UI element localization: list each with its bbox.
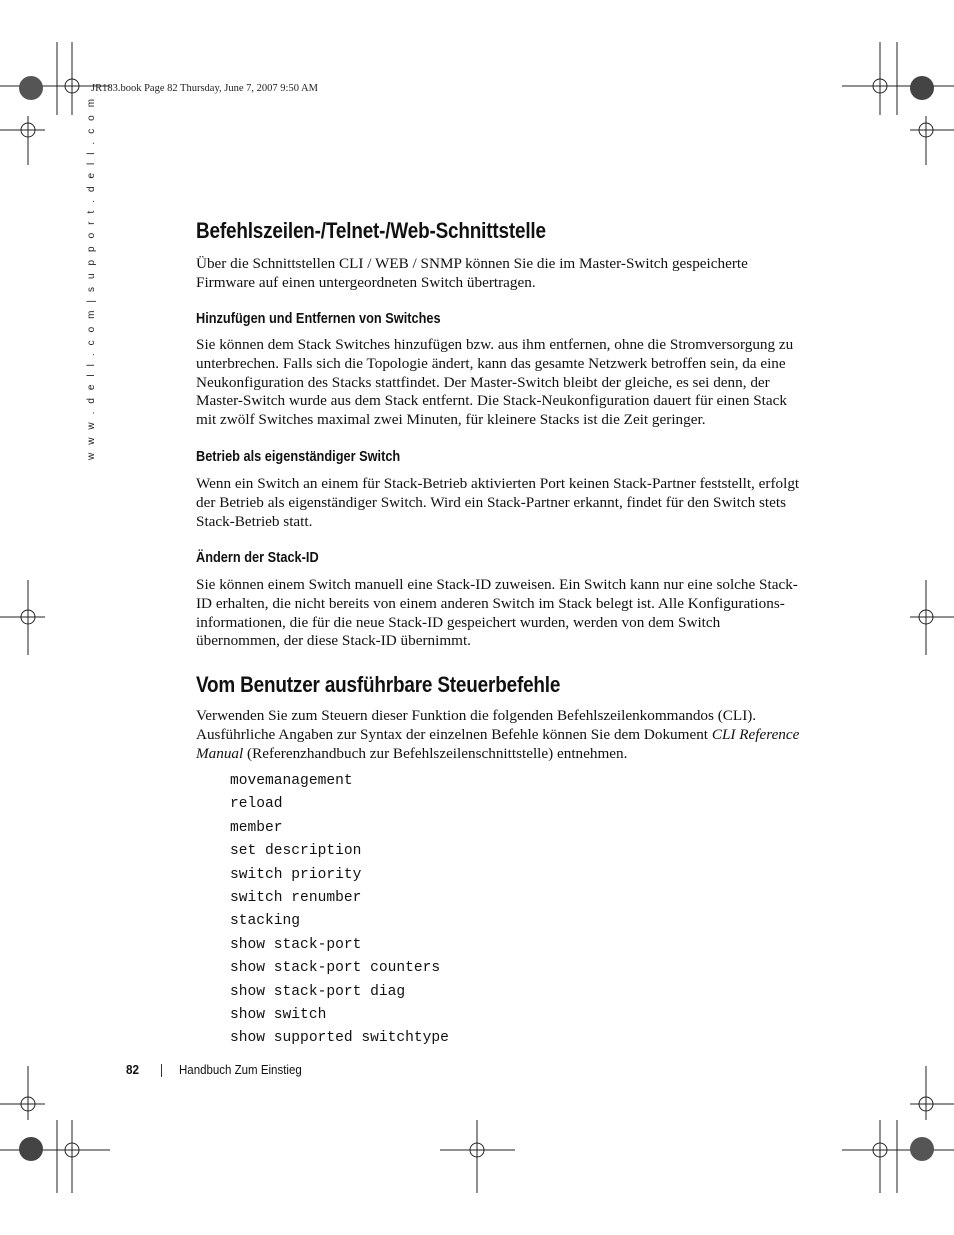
text-line: Firmware auf einen untergeordneten Switch übertragen. xyxy=(196,273,536,291)
command-line: show supported switchtype xyxy=(230,1030,449,1047)
doc-title-emphasis: CLI Reference xyxy=(711,725,800,743)
print-header: JR183.book Page 82 Thursday, June 7, 2007 9:50 AM xyxy=(91,83,318,94)
command-line: switch priority xyxy=(230,866,362,883)
text-span: Ausführliche Angaben zur Syntax der einzelnen Befehle können Sie dem Dokument xyxy=(196,725,712,743)
command-line: reload xyxy=(230,796,283,813)
heading-cli-interface: Befehlszeilen-/Telnet-/Web-Schnittstelle xyxy=(196,218,546,243)
text-line: Über die Schnittstellen CLI / WEB / SNMP können Sie die im Master-Switch gespeicherte xyxy=(196,255,748,272)
subheading-stack-id: Ändern der Stack-ID xyxy=(196,550,319,566)
footer-divider xyxy=(161,1064,162,1077)
command-line: show stack-port xyxy=(230,936,362,953)
paragraph-stack-id xyxy=(196,576,816,651)
text-line: Master-Switch wurde aus dem Stack entfernt. Die Stack-Neukonfiguration dauert für einen Stack xyxy=(196,392,787,410)
text-line: Sie können dem Stack Switches hinzufügen bzw. aus ihm entfernen, ohne die Stromversorgung zu xyxy=(196,336,794,353)
text-line: Verwenden Sie zum Steuern dieser Funktion die folgenden Befehlszeilenkommandos (CLI). xyxy=(196,707,757,724)
footer-title: Handbuch Zum Einstieg xyxy=(179,1063,302,1077)
text-line: unterbrechen. Falls sich die Topologie ändert, kann das gesamte Netzwerk betroffen sein, da eine xyxy=(196,354,786,372)
command-line: member xyxy=(230,819,283,836)
command-list xyxy=(230,771,449,1052)
text-line: informationen, die für die neue Stack-ID gespeichert wurden, werden von dem Switch xyxy=(196,613,721,631)
side-url: w w w . d e l l . c o m | s u p p o r t . d e l l . c o m xyxy=(86,96,97,460)
paragraph-add-remove xyxy=(196,336,816,430)
text-line xyxy=(196,745,816,764)
paragraph-intro xyxy=(196,255,816,293)
paragraph-standalone xyxy=(196,475,816,531)
text-line xyxy=(196,726,816,745)
doc-title-emphasis: Manual xyxy=(196,744,244,762)
paragraph-user-commands xyxy=(196,707,816,763)
command-line: show switch xyxy=(230,1006,327,1023)
text-line: Sie können einem Switch manuell eine Stack-ID zuweisen. Ein Switch kann nur eine solche Stack- xyxy=(196,576,798,593)
text-line: ID erhalten, die nicht bereits von einem anderen Switch im Stack belegt ist. Alle Konfigurations- xyxy=(196,594,785,612)
text-line: mit zwölf Switches maximal zwei Minuten, für kleinere Stacks ist die Zeit geringer. xyxy=(196,411,706,429)
command-line: show stack-port counters xyxy=(230,960,441,977)
page-number: 82 xyxy=(126,1062,140,1077)
heading-user-commands: Vom Benutzer ausführbare Steuerbefehle xyxy=(196,672,561,697)
subheading-add-remove: Hinzufügen und Entfernen von Switches xyxy=(196,311,441,327)
text-line: Wenn ein Switch an einem für Stack-Betrieb aktivierten Port keinen Stack-Partner feststellt, erfolgt xyxy=(196,475,800,492)
command-line: set description xyxy=(230,843,362,860)
command-line: movemanagement xyxy=(230,773,353,789)
subheading-standalone: Betrieb als eigenständiger Switch xyxy=(196,449,401,465)
command-line: stacking xyxy=(230,913,301,930)
command-line: switch renumber xyxy=(230,889,362,906)
text-line: Neukonfiguration des Stacks stattfindet. Der Master-Switch bleibt der gleiche, es sei denn, der xyxy=(196,373,770,391)
text-line: Stack-Betrieb statt. xyxy=(196,512,313,530)
text-line: übernommen, der diese Stack-ID übernimmt. xyxy=(196,632,471,650)
text-line: der Betrieb als eigenständiger Switch. Wird ein Stack-Partner erkannt, findet für den Switch stets xyxy=(196,493,786,511)
text-span: (Referenzhandbuch zur Befehlszeilenschnittstelle) entnehmen. xyxy=(243,744,628,762)
command-line: show stack-port diag xyxy=(230,983,406,1000)
